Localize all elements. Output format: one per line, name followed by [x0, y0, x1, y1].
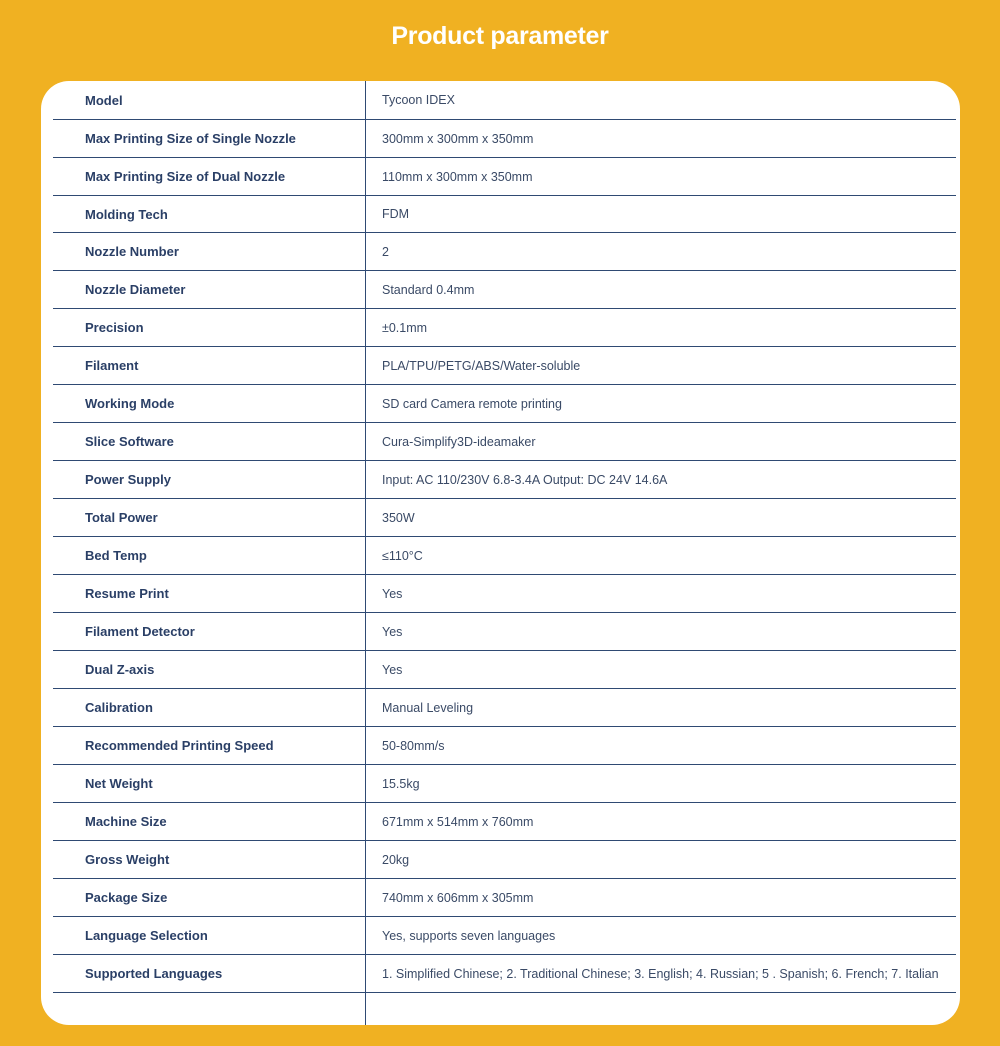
parameter-name: Molding Tech [85, 206, 168, 222]
table-row [53, 765, 956, 803]
table-row [53, 233, 956, 271]
table-row [53, 81, 956, 120]
parameter-name: Power Supply [85, 472, 171, 487]
table-row [53, 613, 956, 651]
parameter-value: 1. Simplified Chinese; 2. Traditional Chinese; 3. English; 4. Russian; 5 . Spanish; 6. French; 7. Italian [382, 966, 939, 981]
table-row [53, 651, 956, 689]
parameter-value: 15.5kg [382, 776, 420, 791]
parameter-name: Nozzle Number [85, 244, 179, 259]
parameter-name: Filament Detector [85, 624, 195, 639]
table-row [53, 385, 956, 423]
parameter-name: Calibration [85, 700, 153, 715]
parameter-value: Standard 0.4mm [382, 282, 475, 297]
table-row [53, 727, 956, 765]
table-row [53, 879, 956, 917]
table-row [53, 461, 956, 499]
parameter-value: ±0.1mm [382, 320, 428, 335]
table-row [53, 575, 956, 613]
parameter-name: Working Mode [85, 396, 175, 411]
parameter-name: Max Printing Size of Dual Nozzle [85, 169, 286, 184]
parameter-value: 740mm x 606mm x 305mm [382, 890, 534, 905]
parameter-name: Slice Software [85, 434, 174, 449]
parameter-value: SD card Camera remote printing [382, 396, 562, 411]
parameter-value: Cura-Simplify3D-ideamaker [382, 434, 536, 449]
page-title: Product parameter [391, 22, 609, 50]
parameter-value: Yes [382, 586, 403, 601]
parameter-name: Recommended Printing Speed [85, 738, 274, 753]
parameter-name: Bed Temp [85, 548, 147, 563]
table-row [53, 271, 956, 309]
table-row [53, 120, 956, 158]
parameter-value: Tycoon IDEX [382, 93, 455, 107]
parameter-value: Yes [382, 624, 403, 639]
parameter-value: 300mm x 300mm x 350mm [382, 131, 534, 146]
parameter-value: 110mm x 300mm x 350mm [382, 169, 533, 184]
parameter-name: Model [85, 92, 123, 108]
parameter-name: Machine Size [85, 814, 167, 829]
table-row [53, 537, 956, 575]
table-row [53, 955, 956, 993]
parameter-value: 350W [382, 510, 415, 525]
table-row [53, 196, 956, 233]
parameter-value: FDM [382, 207, 410, 221]
parameter-name: Net Weight [85, 776, 153, 791]
parameter-name: Max Printing Size of Single Nozzle [85, 131, 296, 146]
parameter-table [41, 81, 960, 1025]
parameter-value: Manual Leveling [382, 700, 474, 715]
table-row [53, 499, 956, 537]
table-row [53, 803, 956, 841]
parameter-name: Package Size [85, 890, 168, 905]
table-row [53, 158, 956, 196]
parameter-value: Yes, supports seven languages [382, 928, 556, 943]
parameter-name: Dual Z-axis [85, 662, 155, 677]
table-row [53, 841, 956, 879]
parameter-value: 50-80mm/s [382, 738, 445, 753]
parameter-name: Language Selection [85, 928, 208, 943]
parameter-value: 2 [382, 244, 389, 259]
parameter-value: PLA/TPU/PETG/ABS/Water-soluble [382, 358, 581, 373]
parameter-value: 20kg [382, 852, 410, 867]
parameter-value: Yes [382, 662, 403, 677]
table-row [53, 309, 956, 347]
parameter-name: Filament [85, 358, 139, 373]
parameter-name: Total Power [85, 510, 158, 525]
parameter-value: Input: AC 110/230V 6.8-3.4A Output: DC 24V 14.6A [382, 472, 668, 487]
parameter-name: Nozzle Diameter [85, 282, 186, 297]
table-row [53, 689, 956, 727]
parameter-value: ≤110°C [382, 548, 423, 563]
parameter-name: Precision [85, 320, 144, 335]
table-row [53, 347, 956, 385]
parameter-name: Gross Weight [85, 852, 170, 867]
parameter-name: Supported Languages [85, 966, 223, 981]
table-row [53, 917, 956, 955]
table-row [53, 423, 956, 461]
parameter-name: Resume Print [85, 586, 169, 601]
parameter-value: 671mm x 514mm x 760mm [382, 814, 534, 829]
